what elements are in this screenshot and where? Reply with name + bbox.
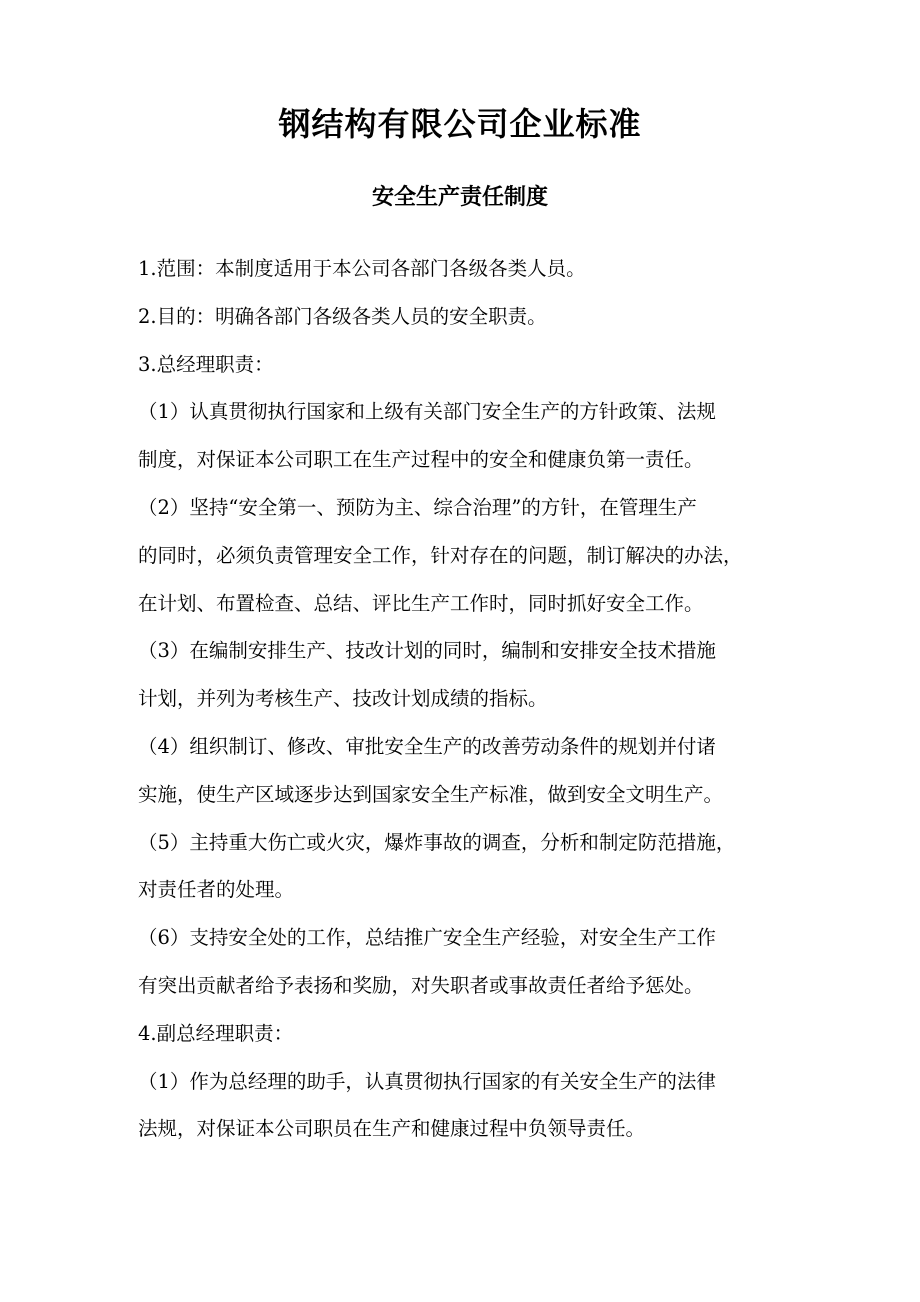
document-body bbox=[138, 245, 788, 1153]
paragraph-line: （1）认真贯彻执行国家和上级有关部门安全生产的方针政策、法规 bbox=[138, 400, 716, 424]
paragraph-line: （2）坚持“安全第一、预防为主、综合治理”的方针，在管理生产 bbox=[138, 495, 697, 519]
paragraph-line: 对责任者的处理。 bbox=[138, 878, 295, 902]
paragraph-line: 制度，对保证本公司职工在生产过程中的安全和健康负第一责任。 bbox=[138, 448, 704, 472]
paragraph-line: （1）作为总经理的助手，认真贯彻执行国家的有关安全生产的法律 bbox=[138, 1069, 716, 1093]
paragraph-line: 实施，使生产区域逐步达到国家安全生产标准，做到安全文明生产。 bbox=[138, 782, 724, 806]
paragraph-line: 计划，并列为考核生产、技改计划成绩的指标。 bbox=[138, 687, 548, 711]
paragraph-line: （4）组织制订、修改、审批安全生产的改善劳动条件的规划并付诸 bbox=[138, 734, 716, 758]
paragraph-line: （5）主持重大伤亡或火灾，爆炸事故的调查，分析和制定防范措施， bbox=[138, 830, 736, 854]
paragraph-line: 3.总经理职责： bbox=[138, 352, 274, 376]
paragraph-line: 法规，对保证本公司职员在生产和健康过程中负领导责任。 bbox=[138, 1117, 646, 1141]
paragraph-line: （3）在编制安排生产、技改计划的同时，编制和安排安全技术措施 bbox=[138, 639, 716, 663]
paragraph-line: （6）支持安全处的工作，总结推广安全生产经验，对安全生产工作 bbox=[138, 926, 716, 950]
paragraph-line: 4.副总经理职责： bbox=[138, 1021, 294, 1045]
paragraph-line: 1.范围：本制度适用于本公司各部门各级各类人员。 bbox=[138, 257, 586, 280]
paragraph-line: 在计划、布置检查、总结、评比生产工作时，同时抓好安全工作。 bbox=[138, 591, 704, 615]
document-title: 钢结构有限公司企业标准 bbox=[278, 105, 642, 143]
paragraph-line: 的同时，必须负责管理安全工作，针对存在的问题，制订解决的办法， bbox=[138, 543, 743, 567]
paragraph-line: 2.目的：明确各部门各级各类人员的安全职责。 bbox=[138, 304, 547, 328]
paragraph-line: 有突出贡献者给予表扬和奖励，对失职者或事故责任者给予惩处。 bbox=[138, 973, 704, 997]
document-subtitle: 安全生产责任制度 bbox=[371, 185, 548, 210]
